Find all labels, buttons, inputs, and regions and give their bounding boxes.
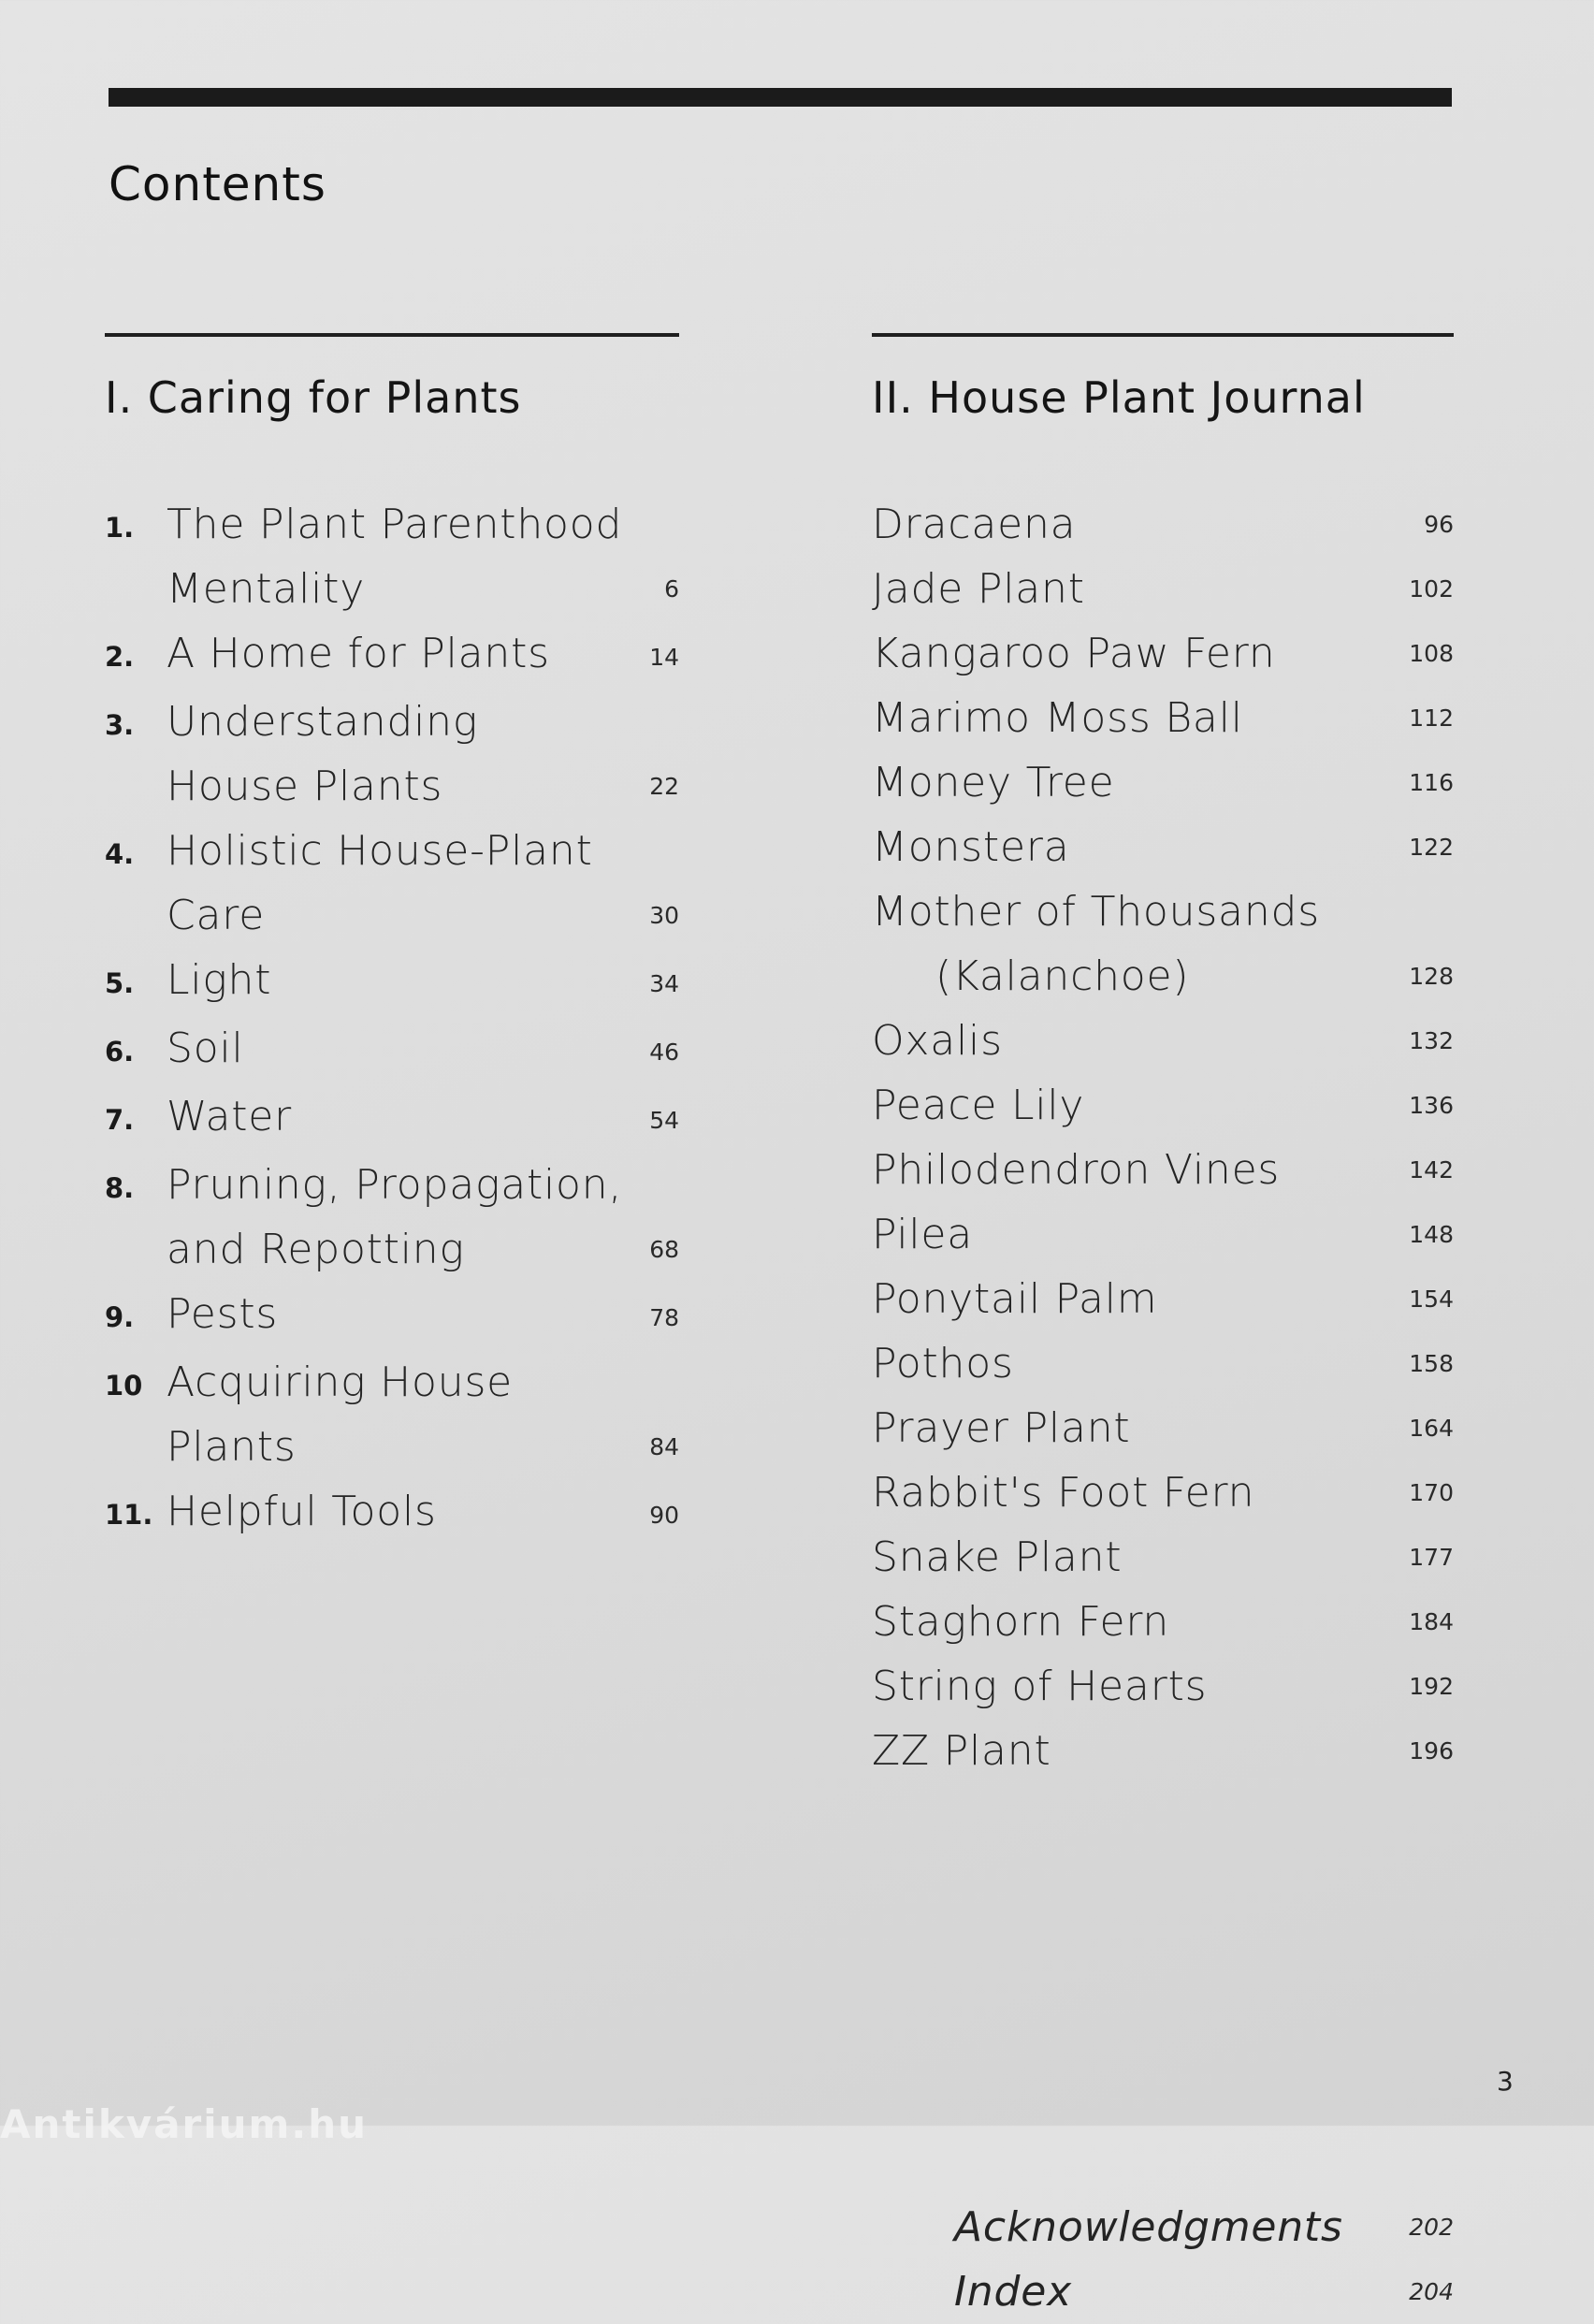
entry-line: Pruning, Propagation, (167, 1161, 623, 1209)
page-ref: 154 (1409, 1285, 1454, 1313)
entry-line: Pothos (872, 1340, 1014, 1387)
toc-entry (105, 492, 679, 621)
page-ref: 196 (1409, 1737, 1454, 1765)
chapter-number: 7. (105, 1104, 135, 1136)
toc-entry (872, 1202, 1454, 1267)
page-ref: 84 (649, 1433, 679, 1460)
entry-line: Pilea (872, 1211, 974, 1258)
entry-line: Staghorn Fern (872, 1598, 1170, 1646)
page-ref: 164 (1409, 1415, 1454, 1442)
page-ref: 202 (1409, 2214, 1454, 2241)
toc-entry (872, 1331, 1454, 1396)
entry-line: Acknowledgments (954, 2203, 1343, 2251)
entry-line: Pests (167, 1290, 279, 1338)
entry-title (872, 1202, 1454, 1267)
entry-title (872, 815, 1454, 879)
entry-line: Snake Plant (872, 1533, 1123, 1581)
entry-title (872, 1460, 1454, 1525)
toc-entry (872, 557, 1454, 621)
entry-title (872, 686, 1454, 750)
chapter-number: 5. (105, 967, 135, 999)
section-journal (872, 333, 1454, 2316)
entry-title (872, 492, 1454, 557)
entry-line: Mother of Thousands (872, 888, 1320, 936)
page-ref: 170 (1409, 1479, 1454, 1506)
entry-title (872, 1525, 1454, 1590)
entry-title (872, 879, 1454, 1009)
page-ref: 14 (649, 644, 679, 671)
entry-line: Acquiring House (167, 1358, 514, 1406)
entry-title (872, 1073, 1454, 1138)
page-ref: 96 (1424, 511, 1454, 538)
section-rule (105, 333, 679, 337)
entry-line: Light (167, 956, 272, 1004)
back-matter-entry (954, 2195, 1454, 2259)
toc-entry (105, 1282, 679, 1350)
entry-line: Helpful Tools (167, 1488, 437, 1535)
chapter-number: 8. (105, 1172, 135, 1204)
entry-title (872, 1654, 1454, 1719)
chapter-number: 9. (105, 1301, 135, 1333)
entry-title (872, 750, 1454, 815)
page-ref: 54 (649, 1107, 679, 1134)
entry-title (872, 1719, 1454, 1783)
entry-title (872, 1396, 1454, 1460)
entry-line: Marimo Moss Ball (872, 694, 1243, 742)
entry-line: The Plant Parenthood (167, 501, 623, 548)
page-ref: 158 (1409, 1350, 1454, 1377)
watermark: Antikvárium.hu (0, 2101, 369, 2147)
page-ref: 136 (1409, 1092, 1454, 1119)
entry-title (167, 948, 679, 1012)
entry-line: House Plants (167, 763, 443, 810)
page-ref: 112 (1409, 704, 1454, 732)
page-ref: 108 (1409, 640, 1454, 667)
back-matter-entry (954, 2259, 1454, 2324)
page-ref: 132 (1409, 1027, 1454, 1054)
chapter-number: 3. (105, 709, 135, 741)
entry-line: Water (167, 1093, 293, 1140)
toc-entry (872, 879, 1454, 1009)
section-caring (105, 333, 679, 1535)
toc-entry (105, 1350, 679, 1479)
top-rule (109, 88, 1452, 107)
page-title: Contents (109, 157, 326, 211)
toc-entry (872, 1138, 1454, 1202)
toc-entry (872, 1073, 1454, 1138)
chapter-number: 10 (105, 1370, 143, 1402)
toc-entry (105, 690, 679, 819)
section-heading: I. Caring for Plants (105, 372, 522, 423)
entry-line: Ponytail Palm (872, 1275, 1158, 1323)
entry-title (167, 1350, 679, 1479)
page-number: 3 (1497, 2066, 1514, 2097)
entry-title (954, 2195, 1454, 2259)
entry-line: Kangaroo Paw Fern (872, 630, 1276, 677)
entry-line: Plants (167, 1423, 297, 1471)
entry-line: Peace Lily (872, 1082, 1085, 1129)
entry-title (167, 819, 679, 948)
page-ref: 148 (1409, 1221, 1454, 1248)
chapter-number: 4. (105, 838, 135, 870)
entry-line: ZZ Plant (872, 1727, 1051, 1775)
entry-title (167, 1282, 679, 1346)
page-ref: 102 (1409, 575, 1454, 603)
entry-title (872, 621, 1454, 686)
section-heading: II. House Plant Journal (872, 372, 1366, 423)
entry-line: Index (954, 2268, 1072, 2316)
page-ref: 116 (1409, 769, 1454, 796)
entry-line: Dracaena (872, 501, 1077, 548)
entry-title (872, 1009, 1454, 1073)
page-ref: 192 (1409, 1673, 1454, 1700)
page-ref: 22 (649, 773, 679, 800)
entry-title (872, 1267, 1454, 1331)
section-rule (872, 333, 1454, 337)
entry-title (167, 621, 679, 686)
entry-line: Monstera (872, 823, 1070, 871)
toc-entry (872, 621, 1454, 686)
toc-entry (872, 686, 1454, 750)
entry-title (872, 1138, 1454, 1202)
page-ref: 128 (1409, 963, 1454, 990)
entry-line: Philodendron Vines (872, 1146, 1281, 1194)
page-ref: 6 (664, 575, 679, 603)
entry-line: String of Hearts (872, 1663, 1208, 1710)
entry-line: (Kalanchoe) (935, 952, 1190, 1000)
entry-title (167, 1479, 679, 1544)
page-ref: 30 (649, 902, 679, 929)
entry-line: Understanding (167, 698, 479, 746)
back-matter (954, 2195, 1454, 2324)
entry-line: Prayer Plant (872, 1404, 1131, 1452)
entry-line: Care (167, 892, 266, 939)
page-ref: 34 (649, 970, 679, 997)
chapter-number: 6. (105, 1036, 135, 1068)
entry-line: Soil (167, 1024, 244, 1072)
page-ref: 68 (649, 1236, 679, 1263)
entry-line: Rabbit's Foot Fern (872, 1469, 1255, 1517)
entry-line: Jade Plant (872, 565, 1085, 613)
entry-title (167, 690, 679, 819)
toc-entry (872, 1267, 1454, 1331)
entry-line: Oxalis (872, 1017, 1003, 1065)
chapter-list (105, 492, 679, 1547)
entry-title (872, 557, 1454, 621)
entry-title (167, 1153, 679, 1282)
chapter-number: 2. (105, 641, 135, 673)
entry-line: Money Tree (872, 759, 1115, 806)
entry-line: and Repotting (167, 1226, 465, 1273)
entry-title (954, 2259, 1454, 2324)
entry-line: Holistic House-Plant (167, 827, 593, 875)
entry-title (872, 1331, 1454, 1396)
toc-entry (105, 948, 679, 1016)
toc-entry (872, 1719, 1454, 1783)
chapter-number: 1. (105, 512, 135, 544)
toc-entry (105, 1153, 679, 1282)
entry-title (167, 1016, 679, 1081)
chapter-number: 11. (105, 1499, 153, 1531)
page-ref: 204 (1409, 2278, 1454, 2305)
plant-list (872, 492, 1454, 1783)
entry-title (167, 492, 679, 621)
toc-entry (105, 621, 679, 690)
entry-line: Mentality (167, 565, 366, 613)
page-ref: 78 (649, 1304, 679, 1331)
toc-entry (872, 1460, 1454, 1525)
toc-entry (872, 1009, 1454, 1073)
toc-entry (872, 750, 1454, 815)
page-ref: 46 (649, 1039, 679, 1066)
toc-entry (872, 1590, 1454, 1654)
page-ref: 90 (649, 1502, 679, 1529)
page-ref: 184 (1409, 1608, 1454, 1635)
page-ref: 177 (1409, 1544, 1454, 1571)
entry-title (167, 1084, 679, 1149)
toc-entry (105, 819, 679, 948)
toc-entry (872, 815, 1454, 879)
page-ref: 142 (1409, 1156, 1454, 1184)
page-ref: 122 (1409, 834, 1454, 861)
toc-entry (105, 1016, 679, 1084)
toc-entry (105, 1084, 679, 1153)
toc-entry (872, 492, 1454, 557)
toc-entry (872, 1654, 1454, 1719)
toc-entry (872, 1525, 1454, 1590)
entry-title (872, 1590, 1454, 1654)
entry-line: A Home for Plants (167, 630, 550, 677)
toc-entry (105, 1479, 679, 1547)
toc-entry (872, 1396, 1454, 1460)
